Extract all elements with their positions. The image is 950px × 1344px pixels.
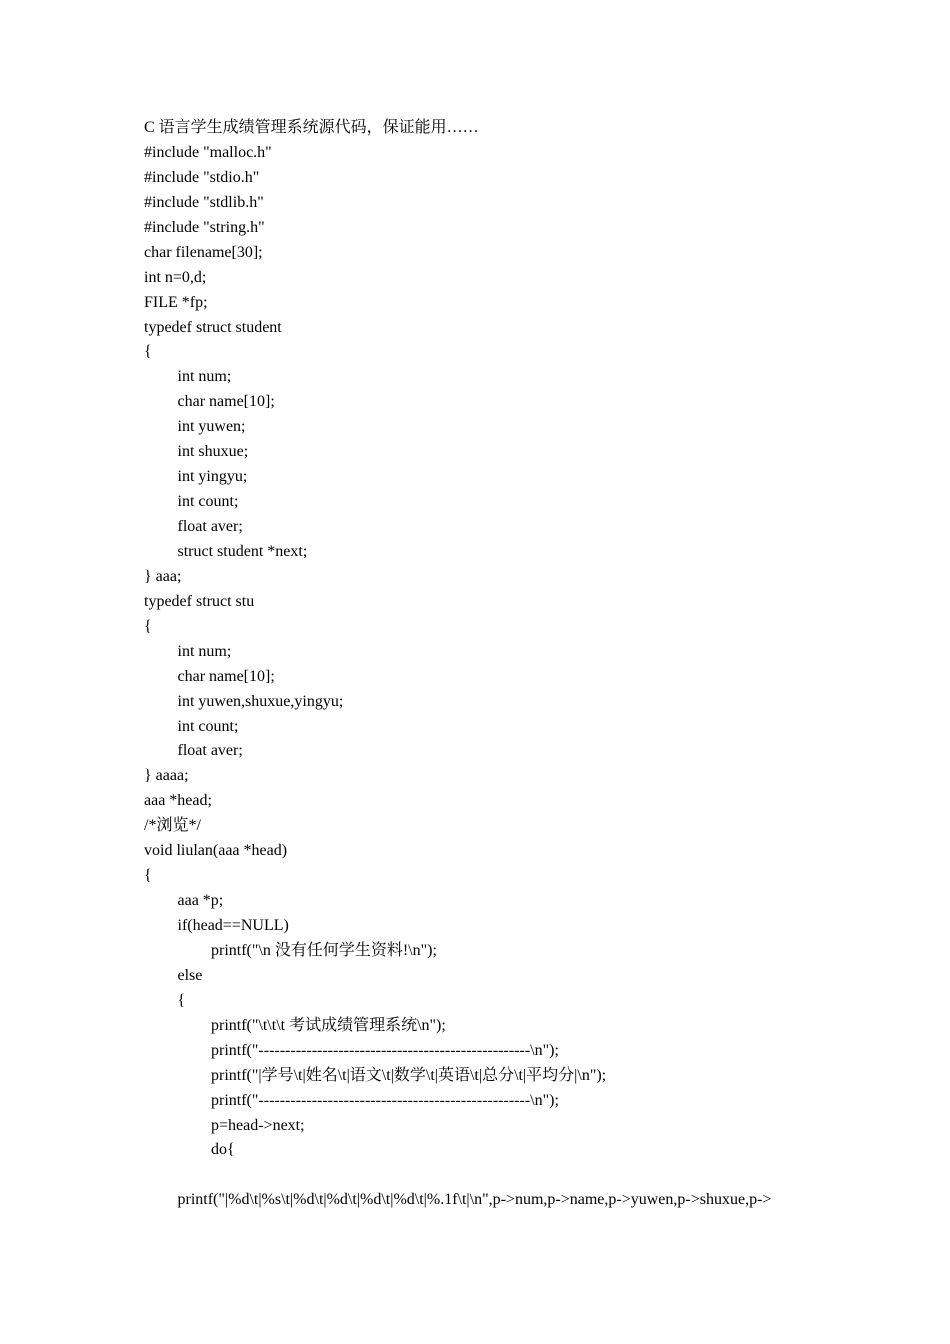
code-line: int count;: [177, 493, 239, 511]
code-line: float aver;: [177, 518, 243, 535]
code-line: printf("---------------------------------------------------\n");: [211, 1091, 559, 1109]
code-line: if(head==NULL): [177, 917, 289, 934]
document-title: C 语言学生成绩管理系统源代码，保证能用……: [144, 119, 479, 136]
code-line: typedef struct stu: [144, 592, 255, 610]
code-line: aaa *p;: [177, 892, 224, 910]
code-line: FILE *fp;: [144, 293, 208, 311]
code-line: int num;: [177, 368, 232, 386]
code-line: #include "stdio.h": [144, 168, 260, 186]
code-line: int shuxue;: [177, 443, 249, 461]
code-line: #include "stdlib.h": [144, 193, 264, 211]
code-line: typedef struct student: [144, 318, 282, 336]
code-line: int yuwen;: [177, 418, 246, 436]
code-line: struct student *next;: [177, 542, 308, 560]
code-line: printf("\t\t\t 考试成绩管理系统\n");: [211, 1016, 446, 1034]
blank-line: [144, 1163, 924, 1188]
code-line: int count;: [177, 717, 239, 735]
code-line: int num;: [177, 642, 232, 660]
code-line: } aaa;: [144, 567, 182, 585]
code-line: /*浏览*/: [144, 817, 201, 835]
code-line: printf("---------------------------------------------------\n");: [211, 1041, 559, 1059]
code-line: {: [144, 617, 152, 635]
code-line: float aver;: [177, 742, 243, 760]
code-line: char name[10];: [177, 393, 275, 411]
code-line: printf("|学号\t|姓名\t|语文\t|数学\t|英语\t|总分\t|平均分|\n");: [211, 1066, 607, 1084]
code-line: #include "string.h": [144, 218, 265, 236]
code-line: aaa *head;: [144, 792, 212, 810]
code-line: {: [177, 991, 186, 1009]
code-line: char name[10];: [177, 667, 275, 685]
code-line: do{: [211, 1141, 235, 1159]
code-line: {: [144, 343, 152, 361]
code-line: char filename[30];: [144, 243, 263, 261]
code-line: void liulan(aaa *head): [144, 842, 288, 860]
code-line: int yuwen,shuxue,yingyu;: [177, 692, 344, 710]
code-line: int yingyu;: [177, 468, 248, 486]
source-code-block: [144, 116, 924, 1213]
code-line: {: [144, 867, 152, 885]
code-line: #include "malloc.h": [144, 143, 272, 161]
code-line: p=head->next;: [211, 1116, 305, 1134]
code-line: int n=0,d;: [144, 268, 207, 286]
code-line: else: [177, 966, 203, 984]
code-line: printf("|%d\t|%s\t|%d\t|%d\t|%d\t|%d\t|%.1f\t|\n",p->num,p->name,p->yuwen,p->shuxue,p->: [177, 1191, 772, 1209]
code-line: } aaaa;: [144, 767, 189, 785]
code-line: printf("\n 没有任何学生资料!\n");: [211, 941, 437, 959]
